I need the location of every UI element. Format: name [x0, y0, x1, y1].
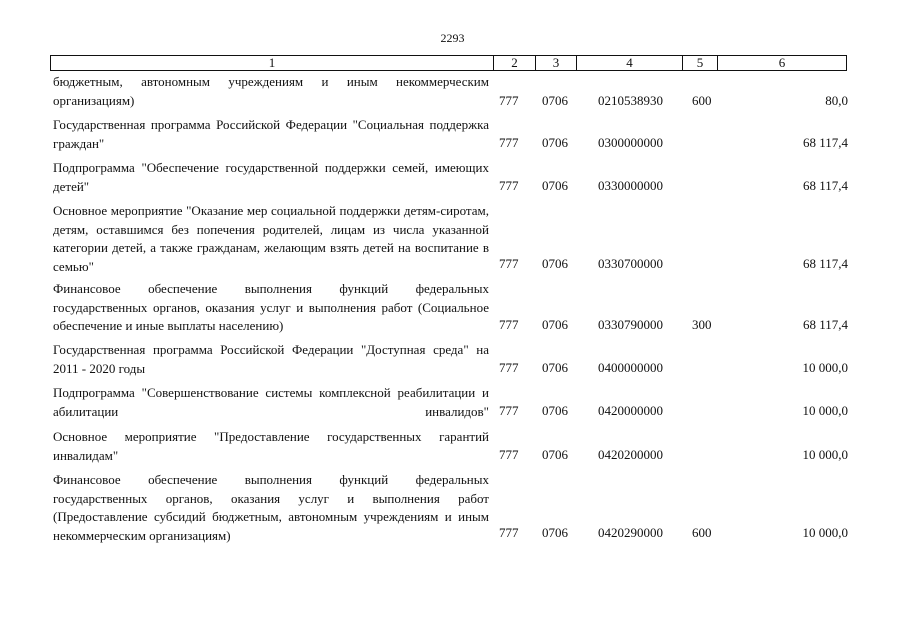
row-col6: 68 117,4 — [802, 256, 848, 271]
page-number: 2293 — [440, 31, 465, 45]
row-col2: 777 — [499, 135, 519, 150]
row-description: Государственная программа Российской Федерации "Доступная среда" на 2011 - 2020 годы — [53, 342, 489, 376]
row-col3: 0706 — [542, 447, 568, 462]
row-col3: 0706 — [542, 135, 568, 150]
row-col3: 0706 — [542, 93, 568, 108]
row-description: Государственная программа Российской Федерации "Социальная поддержка граждан" — [53, 117, 489, 151]
column-header-5: 5 — [683, 56, 718, 71]
row-col2: 777 — [499, 360, 519, 375]
row-description: Подпрограмма "Обеспечение государственной поддержки семей, имеющих детей" — [53, 160, 489, 194]
row-col3: 0706 — [542, 317, 568, 332]
row-col6: 68 117,4 — [802, 317, 848, 332]
row-description: Подпрограмма "Совершенствование системы комплексной реабилитации и абилитации инвалидов" — [53, 385, 489, 419]
column-header-6: 6 — [718, 56, 847, 71]
row-col2: 777 — [499, 93, 519, 108]
row-col2: 777 — [499, 178, 519, 193]
row-col6: 68 117,4 — [802, 135, 848, 150]
row-col6: 10 000,0 — [802, 360, 848, 375]
row-col2: 777 — [499, 447, 519, 462]
row-col2: 777 — [499, 403, 519, 418]
column-header-4: 4 — [577, 56, 683, 71]
row-col3: 0706 — [542, 178, 568, 193]
row-col3: 0706 — [542, 525, 568, 540]
row-col6: 10 000,0 — [802, 403, 848, 418]
row-description: Основное мероприятие "Предоставление государственных гарантий инвалидам" — [53, 429, 489, 463]
row-col2: 777 — [499, 525, 519, 540]
row-col4: 0300000000 — [598, 135, 663, 150]
row-col5: 600 — [692, 525, 712, 540]
row-col4: 0330700000 — [598, 256, 663, 271]
row-description: Основное мероприятие "Оказание мер социальной поддержки детям-сиротам, детям, оставшимся без попечения родителей, лицам из числа указанной категории детей, а также гражданам, желающим взять детей на воспитание в семью" — [53, 203, 489, 274]
row-col2: 777 — [499, 256, 519, 271]
row-col6: 10 000,0 — [802, 525, 848, 540]
column-header-1: 1 — [51, 56, 494, 71]
row-col4: 0420000000 — [598, 403, 663, 418]
row-col4: 0420290000 — [598, 525, 663, 540]
column-header-row — [50, 55, 847, 71]
row-col4: 0330000000 — [598, 178, 663, 193]
row-description: Финансовое обеспечение выполнения функций федеральных государственных органов, оказания услуг и выполнения работ (Предоставление субсидий бюджетным, автономным учреждениям и иным некоммерческим организациям) — [53, 472, 489, 543]
row-description: Финансовое обеспечение выполнения функций федеральных государственных органов, оказания услуг и выполнения работ (Социальное обеспечение и иные выплаты населению) — [53, 281, 489, 333]
row-description: бюджетным, автономным учреждениям и иным некоммерческим организациям) — [53, 74, 489, 108]
row-col3: 0706 — [542, 256, 568, 271]
row-col2: 777 — [499, 317, 519, 332]
row-col4: 0400000000 — [598, 360, 663, 375]
row-col5: 300 — [692, 317, 712, 332]
row-col4: 0210538930 — [598, 93, 663, 108]
row-col3: 0706 — [542, 403, 568, 418]
row-col4: 0330790000 — [598, 317, 663, 332]
row-col4: 0420200000 — [598, 447, 663, 462]
row-col6: 80,0 — [825, 93, 848, 108]
row-col3: 0706 — [542, 360, 568, 375]
row-col5: 600 — [692, 93, 712, 108]
column-header-3: 3 — [536, 56, 577, 71]
row-col6: 10 000,0 — [802, 447, 848, 462]
column-header-2: 2 — [494, 56, 536, 71]
row-col6: 68 117,4 — [802, 178, 848, 193]
